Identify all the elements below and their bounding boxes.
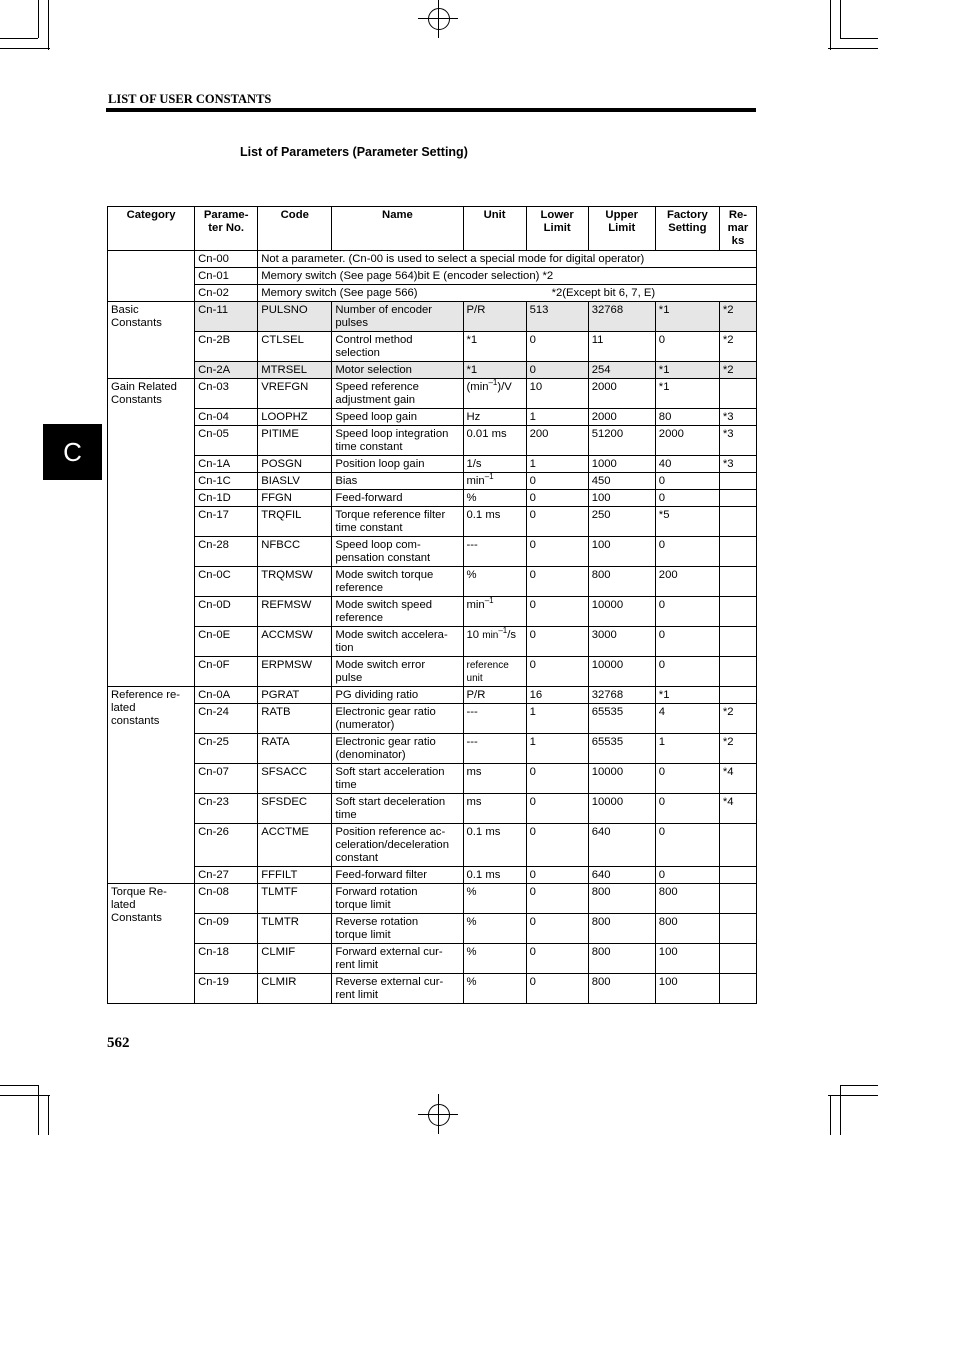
remarks: [719, 884, 756, 914]
param-no: Cn-17: [195, 507, 258, 537]
upper-limit: 11: [588, 332, 655, 362]
table-row: [108, 490, 757, 507]
table-row: [108, 824, 757, 867]
param-code: RATA: [258, 734, 332, 764]
remarks: *2: [719, 704, 756, 734]
table-title: List of Parameters (Parameter Setting): [240, 145, 468, 159]
param-code: NFBCC: [258, 537, 332, 567]
factory-setting: 0: [655, 627, 719, 657]
param-unit: ---: [463, 704, 526, 734]
remarks: [719, 657, 756, 687]
param-no: Cn-26: [195, 824, 258, 867]
upper-limit: 800: [588, 974, 655, 1004]
table-row: [108, 285, 757, 302]
table-row: [108, 362, 757, 379]
param-code: TLMTF: [258, 884, 332, 914]
section-header: LIST OF USER CONSTANTS: [108, 92, 272, 106]
factory-setting: 0: [655, 794, 719, 824]
lower-limit: 0: [526, 944, 588, 974]
table-row: [108, 867, 757, 884]
column-header: Name: [332, 207, 463, 251]
factory-setting: 0: [655, 657, 719, 687]
table-row: [108, 764, 757, 794]
remarks: *3: [719, 426, 756, 456]
param-no: Cn-05: [195, 426, 258, 456]
lower-limit: 1: [526, 734, 588, 764]
upper-limit: 3000: [588, 627, 655, 657]
factory-setting: 80: [655, 409, 719, 426]
param-name: Forward rotation torque limit: [332, 884, 463, 914]
lower-limit: 0: [526, 627, 588, 657]
param-no: Cn-0D: [195, 597, 258, 627]
remarks: [719, 473, 756, 490]
param-no: Cn-25: [195, 734, 258, 764]
param-name: Number of encoder pulses: [332, 302, 463, 332]
chapter-tab: C: [43, 424, 102, 480]
param-no: Cn-0C: [195, 567, 258, 597]
factory-setting: 0: [655, 490, 719, 507]
factory-setting: 0: [655, 824, 719, 867]
upper-limit: 1000: [588, 456, 655, 473]
param-no: Cn-08: [195, 884, 258, 914]
param-no: Cn-11: [195, 302, 258, 332]
table-row: [108, 409, 757, 426]
param-code: SFSDEC: [258, 794, 332, 824]
param-code: FFGN: [258, 490, 332, 507]
param-code: MTRSEL: [258, 362, 332, 379]
param-unit: %: [463, 914, 526, 944]
lower-limit: 0: [526, 490, 588, 507]
remarks: [719, 974, 756, 1004]
upper-limit: 800: [588, 567, 655, 597]
upper-limit: 10000: [588, 597, 655, 627]
upper-limit: 10000: [588, 657, 655, 687]
factory-setting: 100: [655, 944, 719, 974]
param-code: PGRAT: [258, 687, 332, 704]
remarks: *2: [719, 362, 756, 379]
lower-limit: 0: [526, 867, 588, 884]
param-no: Cn-01: [195, 268, 258, 285]
param-name: Speed loop integration time constant: [332, 426, 463, 456]
param-name: Speed reference adjustment gain: [332, 379, 463, 409]
lower-limit: 0: [526, 657, 588, 687]
param-unit: 0.1 ms: [463, 867, 526, 884]
param-no: Cn-09: [195, 914, 258, 944]
remarks: *4: [719, 794, 756, 824]
param-name: Bias: [332, 473, 463, 490]
remarks: [719, 567, 756, 597]
column-header: Upper Limit: [588, 207, 655, 251]
remarks: [719, 687, 756, 704]
remarks: [719, 490, 756, 507]
param-code: CLMIR: [258, 974, 332, 1004]
param-name: Soft start deceleration time: [332, 794, 463, 824]
table-row: [108, 914, 757, 944]
factory-setting: 0: [655, 537, 719, 567]
param-no: Cn-18: [195, 944, 258, 974]
param-name: Mode switch torque reference: [332, 567, 463, 597]
param-note: Not a parameter. (Cn-00 is used to select a special mode for digital operator): [258, 251, 757, 268]
header-rule: [106, 108, 756, 112]
param-code: ERPMSW: [258, 657, 332, 687]
param-unit: ms: [463, 794, 526, 824]
param-code: CLMIF: [258, 944, 332, 974]
remarks: *2: [719, 332, 756, 362]
table-row: [108, 734, 757, 764]
param-no: Cn-23: [195, 794, 258, 824]
lower-limit: 0: [526, 332, 588, 362]
page-number: 562: [107, 1035, 130, 1051]
table-row: [108, 268, 757, 285]
lower-limit: 0: [526, 362, 588, 379]
lower-limit: 0: [526, 794, 588, 824]
remarks: *3: [719, 409, 756, 426]
upper-limit: 800: [588, 944, 655, 974]
param-code: CTLSEL: [258, 332, 332, 362]
param-no: Cn-1A: [195, 456, 258, 473]
param-code: PITIME: [258, 426, 332, 456]
remarks: [719, 867, 756, 884]
factory-setting: 0: [655, 764, 719, 794]
param-name: Mode switch accelera- tion: [332, 627, 463, 657]
factory-setting: 200: [655, 567, 719, 597]
param-name: Mode switch error pulse: [332, 657, 463, 687]
param-name: Soft start acceleration time: [332, 764, 463, 794]
param-code: TRQMSW: [258, 567, 332, 597]
param-name: Motor selection: [332, 362, 463, 379]
param-unit: %: [463, 944, 526, 974]
param-unit: ---: [463, 537, 526, 567]
factory-setting: 800: [655, 914, 719, 944]
lower-limit: 0: [526, 884, 588, 914]
param-no: Cn-03: [195, 379, 258, 409]
category-cell: [108, 251, 195, 302]
lower-limit: 0: [526, 473, 588, 490]
remarks: [719, 597, 756, 627]
factory-setting: 1: [655, 734, 719, 764]
param-name: Reverse external cur- rent limit: [332, 974, 463, 1004]
column-header: Code: [258, 207, 332, 251]
lower-limit: 513: [526, 302, 588, 332]
param-code: POSGN: [258, 456, 332, 473]
param-name: Electronic gear ratio (numerator): [332, 704, 463, 734]
lower-limit: 1: [526, 456, 588, 473]
param-name: Control method selection: [332, 332, 463, 362]
factory-setting: 800: [655, 884, 719, 914]
param-no: Cn-24: [195, 704, 258, 734]
lower-limit: 1: [526, 704, 588, 734]
lower-limit: 0: [526, 824, 588, 867]
upper-limit: 51200: [588, 426, 655, 456]
param-no: Cn-1D: [195, 490, 258, 507]
param-code: RATB: [258, 704, 332, 734]
lower-limit: 10: [526, 379, 588, 409]
param-name: Electronic gear ratio (denominator): [332, 734, 463, 764]
param-code: PULSNO: [258, 302, 332, 332]
factory-setting: 0: [655, 332, 719, 362]
remarks: [719, 379, 756, 409]
param-unit: %: [463, 567, 526, 597]
param-name: Speed loop gain: [332, 409, 463, 426]
category-cell: Gain Related Constants: [108, 379, 195, 687]
table-row: [108, 657, 757, 687]
param-no: Cn-2A: [195, 362, 258, 379]
param-no: Cn-0F: [195, 657, 258, 687]
lower-limit: 0: [526, 507, 588, 537]
param-name: Forward external cur- rent limit: [332, 944, 463, 974]
column-header: Factory Setting: [655, 207, 719, 251]
table-row: [108, 627, 757, 657]
upper-limit: 10000: [588, 764, 655, 794]
category-cell: Reference re- lated constants: [108, 687, 195, 884]
table-row: [108, 251, 757, 268]
param-no: Cn-00: [195, 251, 258, 268]
param-name: Position loop gain: [332, 456, 463, 473]
upper-limit: 2000: [588, 409, 655, 426]
column-header: Category: [108, 207, 195, 251]
param-unit: $\min^{-1}$: [463, 473, 526, 490]
factory-setting: *5: [655, 507, 719, 537]
param-no: Cn-19: [195, 974, 258, 1004]
remarks: *3: [719, 456, 756, 473]
upper-limit: 254: [588, 362, 655, 379]
upper-limit: 100: [588, 490, 655, 507]
factory-setting: 4: [655, 704, 719, 734]
param-note: Memory switch (See page 564)bit E (encoder selection) *2: [258, 268, 757, 285]
factory-setting: 2000: [655, 426, 719, 456]
lower-limit: 1: [526, 409, 588, 426]
param-unit: 0.1 ms: [463, 824, 526, 867]
param-code: SFSACC: [258, 764, 332, 794]
lower-limit: 16: [526, 687, 588, 704]
param-code: VREFGN: [258, 379, 332, 409]
param-code: TRQFIL: [258, 507, 332, 537]
lower-limit: 0: [526, 764, 588, 794]
table-row: [108, 567, 757, 597]
param-no: Cn-27: [195, 867, 258, 884]
param-unit: %: [463, 974, 526, 1004]
param-name: Feed-forward filter: [332, 867, 463, 884]
lower-limit: 0: [526, 567, 588, 597]
column-header: Parame- ter No.: [195, 207, 258, 251]
param-no: Cn-28: [195, 537, 258, 567]
table-row: [108, 704, 757, 734]
param-unit: 0.1 ms: [463, 507, 526, 537]
factory-setting: 0: [655, 597, 719, 627]
category-cell: Torque Re- lated Constants: [108, 884, 195, 1004]
remarks: [719, 627, 756, 657]
table-row: [108, 597, 757, 627]
factory-setting: 100: [655, 974, 719, 1004]
table-row: [108, 944, 757, 974]
param-no: Cn-02: [195, 285, 258, 302]
upper-limit: 250: [588, 507, 655, 537]
param-name: Position reference ac- celeration/deceleration constant: [332, 824, 463, 867]
upper-limit: 640: [588, 824, 655, 867]
param-unit: reference unit: [463, 657, 526, 687]
factory-setting: *1: [655, 687, 719, 704]
table-row: [108, 974, 757, 1004]
column-header: Unit: [463, 207, 526, 251]
param-name: Speed loop com- pensation constant: [332, 537, 463, 567]
param-code: BIASLV: [258, 473, 332, 490]
upper-limit: 800: [588, 884, 655, 914]
param-unit: %: [463, 490, 526, 507]
upper-limit: 65535: [588, 734, 655, 764]
column-header: Lower Limit: [526, 207, 588, 251]
upper-limit: 32768: [588, 302, 655, 332]
param-unit: 0.01 ms: [463, 426, 526, 456]
param-unit: P/R: [463, 687, 526, 704]
param-code: LOOPHZ: [258, 409, 332, 426]
param-name: Torque reference filter time constant: [332, 507, 463, 537]
param-unit: 10 $\min^{-1}/s$: [463, 627, 526, 657]
upper-limit: 65535: [588, 704, 655, 734]
param-unit: $(\min^{-1})/V$: [463, 379, 526, 409]
remarks: [719, 537, 756, 567]
lower-limit: 0: [526, 974, 588, 1004]
table-row: [108, 332, 757, 362]
lower-limit: 0: [526, 597, 588, 627]
remarks: *2: [719, 302, 756, 332]
table-row: [108, 794, 757, 824]
param-unit: Hz: [463, 409, 526, 426]
remarks: *2: [719, 734, 756, 764]
param-no: Cn-1C: [195, 473, 258, 490]
param-no: Cn-04: [195, 409, 258, 426]
upper-limit: 32768: [588, 687, 655, 704]
parameter-table: [107, 206, 757, 1004]
param-name: PG dividing ratio: [332, 687, 463, 704]
lower-limit: 200: [526, 426, 588, 456]
param-note: Memory switch (See page 566) *2(Except bit 6, 7, E): [258, 285, 757, 302]
table-row: [108, 473, 757, 490]
remarks: [719, 824, 756, 867]
table-row: [108, 507, 757, 537]
table-row: [108, 537, 757, 567]
column-header: Re- mar ks: [719, 207, 756, 251]
param-name: Reverse rotation torque limit: [332, 914, 463, 944]
table-row: [108, 884, 757, 914]
table-row: [108, 302, 757, 332]
upper-limit: 2000: [588, 379, 655, 409]
param-no: Cn-07: [195, 764, 258, 794]
param-code: TLMTR: [258, 914, 332, 944]
table-row: [108, 687, 757, 704]
upper-limit: 640: [588, 867, 655, 884]
factory-setting: 0: [655, 867, 719, 884]
remarks: *4: [719, 764, 756, 794]
param-unit: *1: [463, 332, 526, 362]
table-row: [108, 426, 757, 456]
lower-limit: 0: [526, 914, 588, 944]
upper-limit: 100: [588, 537, 655, 567]
header-row: [108, 207, 757, 251]
upper-limit: 450: [588, 473, 655, 490]
param-code: REFMSW: [258, 597, 332, 627]
table-row: [108, 379, 757, 409]
param-unit: P/R: [463, 302, 526, 332]
param-code: ACCMSW: [258, 627, 332, 657]
factory-setting: *1: [655, 379, 719, 409]
upper-limit: 10000: [588, 794, 655, 824]
param-code: ACCTME: [258, 824, 332, 867]
remarks: [719, 914, 756, 944]
param-name: Mode switch speed reference: [332, 597, 463, 627]
param-no: Cn-2B: [195, 332, 258, 362]
param-name: Feed-forward: [332, 490, 463, 507]
param-unit: ---: [463, 734, 526, 764]
factory-setting: 0: [655, 473, 719, 490]
param-unit: ms: [463, 764, 526, 794]
param-unit: %: [463, 884, 526, 914]
param-unit: $\min^{-1}$: [463, 597, 526, 627]
param-no: Cn-0A: [195, 687, 258, 704]
param-code: FFFILT: [258, 867, 332, 884]
factory-setting: *1: [655, 302, 719, 332]
factory-setting: 40: [655, 456, 719, 473]
param-unit: 1/s: [463, 456, 526, 473]
remarks: [719, 944, 756, 974]
factory-setting: *1: [655, 362, 719, 379]
param-unit: *1: [463, 362, 526, 379]
table-row: [108, 456, 757, 473]
remarks: [719, 507, 756, 537]
lower-limit: 0: [526, 537, 588, 567]
category-cell: Basic Constants: [108, 302, 195, 379]
param-no: Cn-0E: [195, 627, 258, 657]
upper-limit: 800: [588, 914, 655, 944]
